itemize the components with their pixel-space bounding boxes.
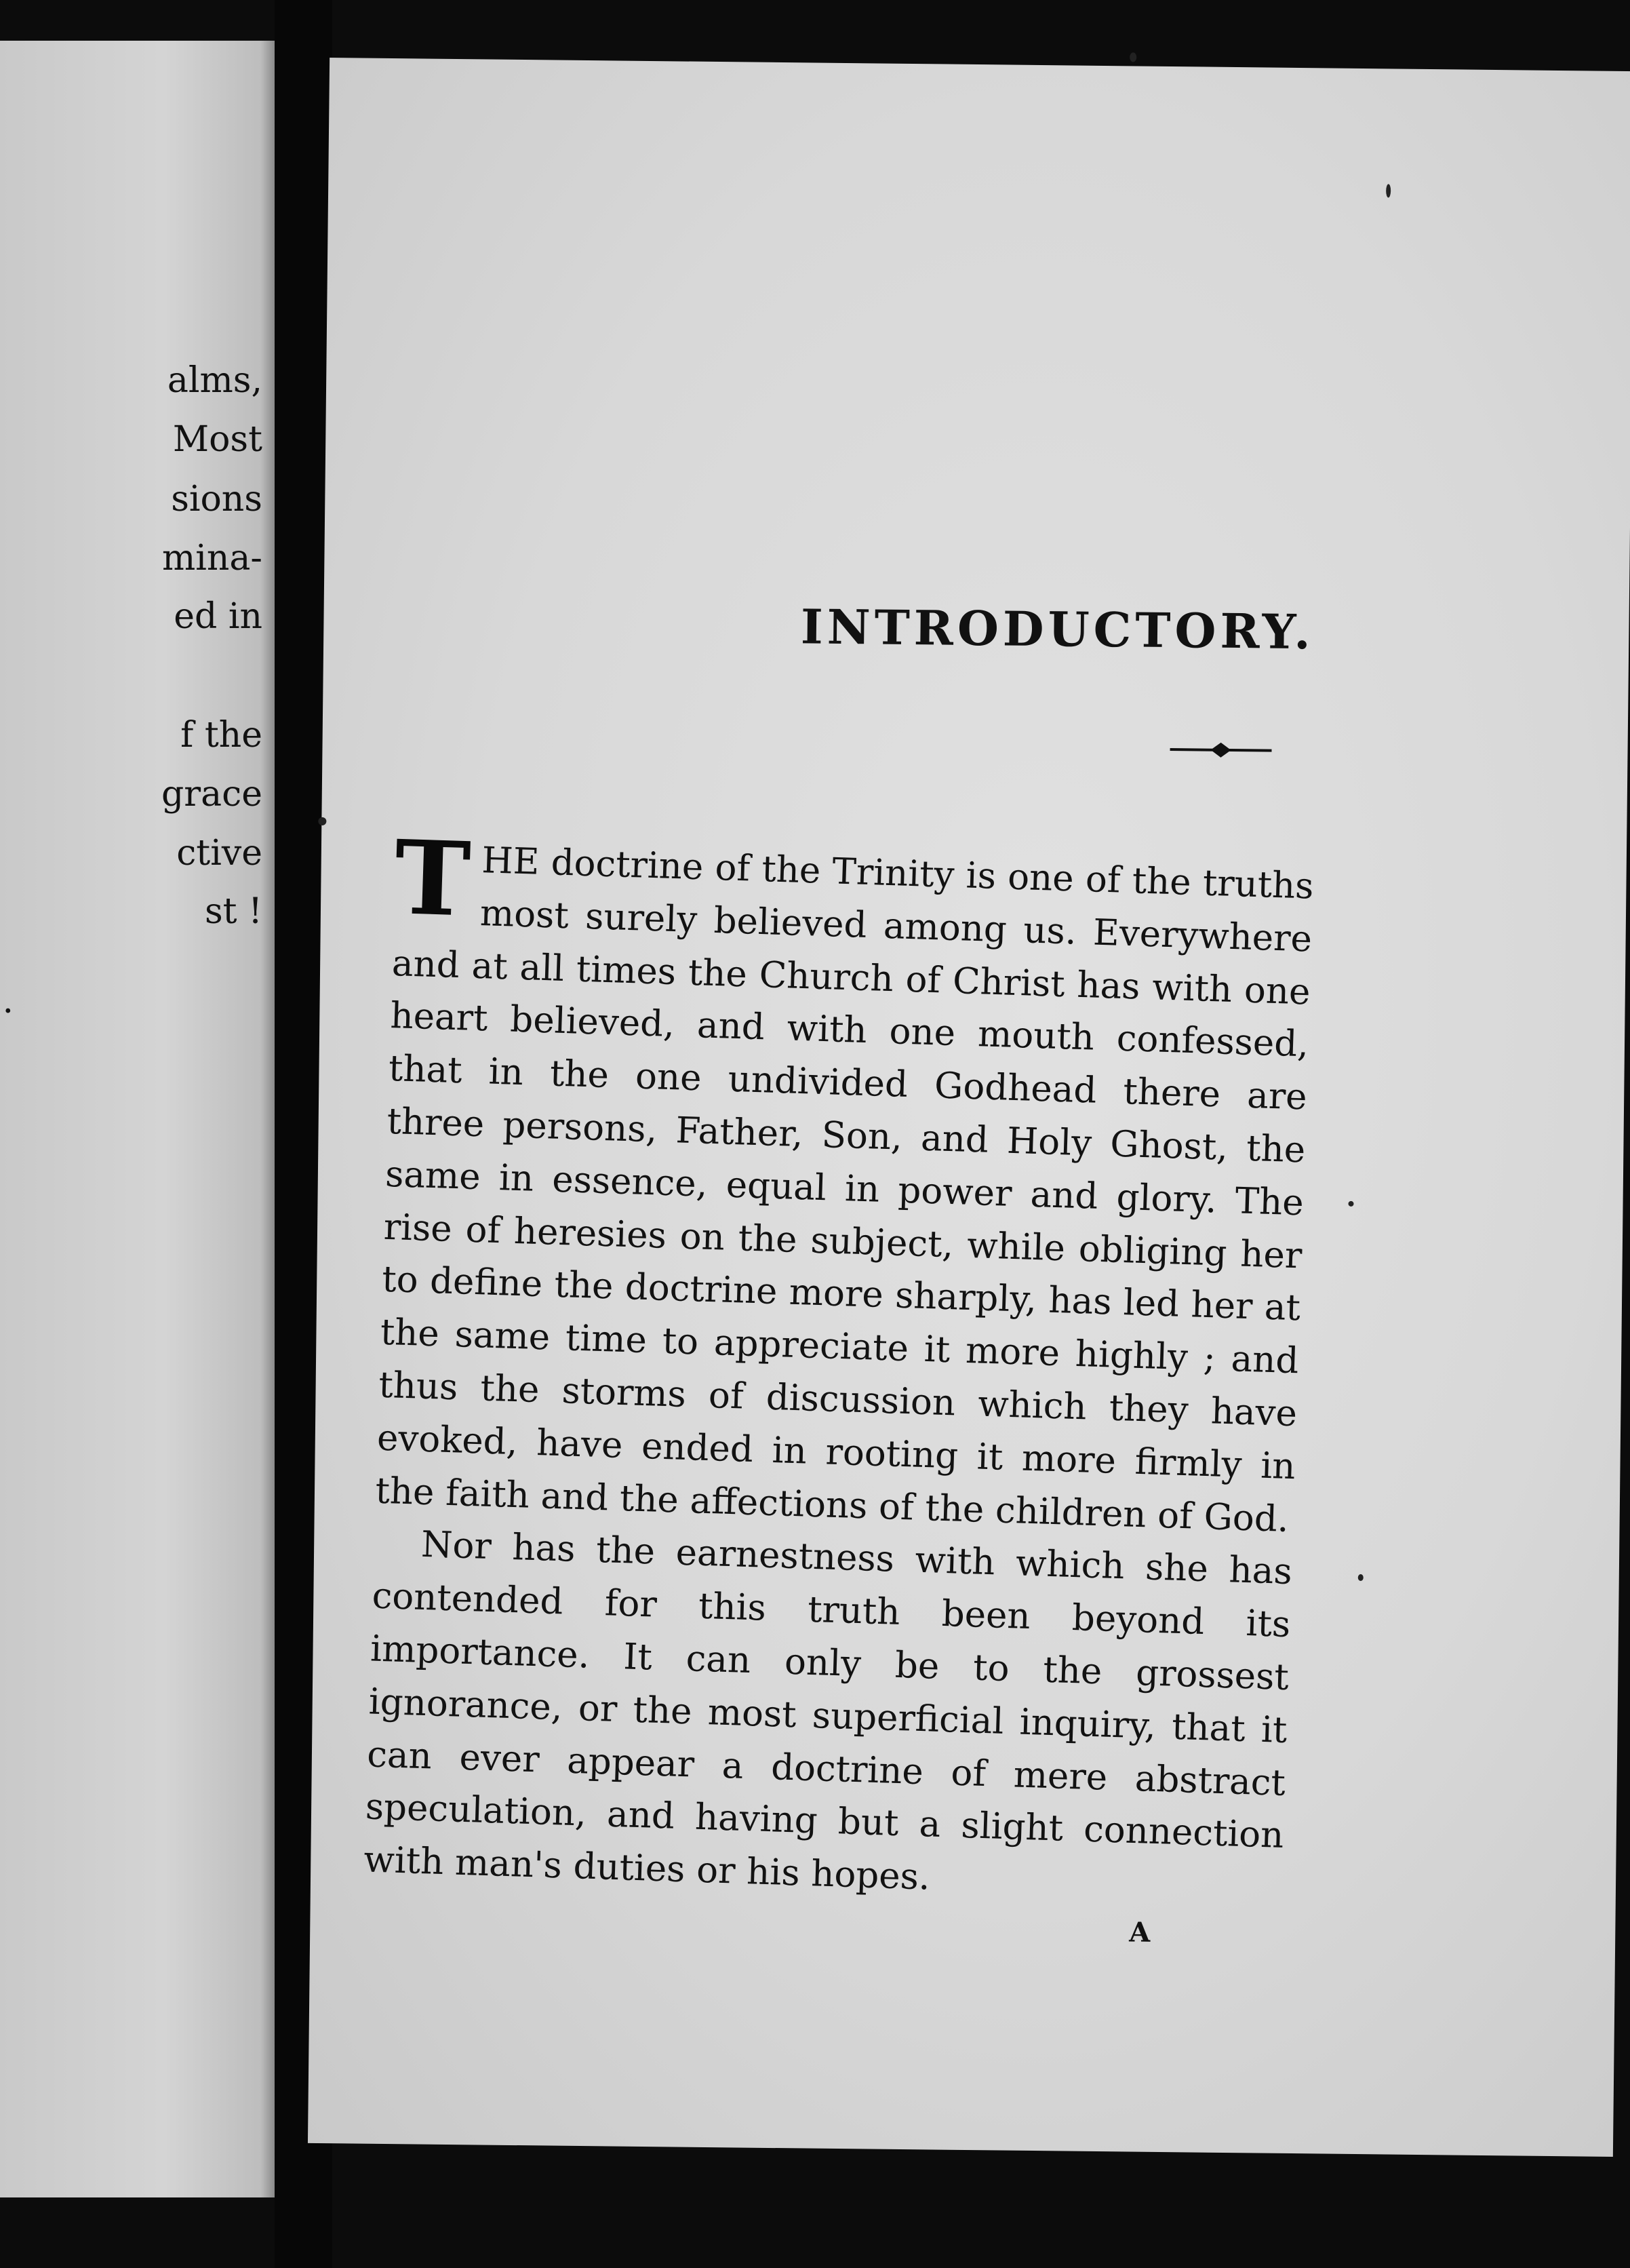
paper-speck — [1386, 184, 1391, 197]
body-text — [363, 818, 1315, 1915]
paper-speck — [1358, 1574, 1364, 1581]
left-page-line: mina- — [161, 538, 262, 579]
paragraph-2: Nor has the earnestness with which she has contended for this truth been beyond its importance. It can only be to the grossest ignorance, or the most superficial inquiry, that it can ever appear a doctrine of mere abstract speculation, and having but a slight connection with man's duties or his hopes. — [363, 1524, 1293, 1898]
facing-page-left — [0, 41, 275, 2197]
paper-speck — [1130, 52, 1136, 62]
ornament-divider-icon — [1170, 739, 1271, 761]
signature-mark: A — [1129, 1916, 1151, 1949]
left-page-line: f the — [180, 715, 262, 756]
left-page-line: st ! — [204, 891, 262, 932]
left-page-line: alms, — [167, 360, 262, 401]
left-page-line: . — [2, 981, 14, 1021]
paragraph-1 — [374, 818, 1315, 1546]
left-page-line: Most — [172, 419, 262, 460]
left-page-line: grace — [161, 774, 262, 815]
left-page-line: ed in — [174, 596, 262, 637]
paragraph-1-text: HE doctrine of the Trinity is one of the truths most surely believed among us. Everywhere and at all times the Church of Christ has with one heart believed, and with one mouth confessed, that in the one undivided Godhead there are three persons, Father, Son, and Holy Ghost, the same in essence, equal in power and glory. The rise of heresies on the subject, while obliging her to define the doctrine more sharply, has led her at the same time to appreciate it more highly ; and thus the storms of discussion which they have evoked, have ended in rooting it more firmly in the faith and the affections of the children of God. — [374, 840, 1315, 1540]
left-page-line: sions — [171, 479, 262, 520]
left-page-line: ctive — [176, 833, 262, 874]
paper-speck — [318, 817, 326, 825]
drop-cap: T — [393, 818, 473, 940]
page-title: INTRODUCTORY. — [800, 598, 1315, 661]
book-page — [308, 58, 1630, 2157]
paper-speck — [1348, 1201, 1353, 1207]
